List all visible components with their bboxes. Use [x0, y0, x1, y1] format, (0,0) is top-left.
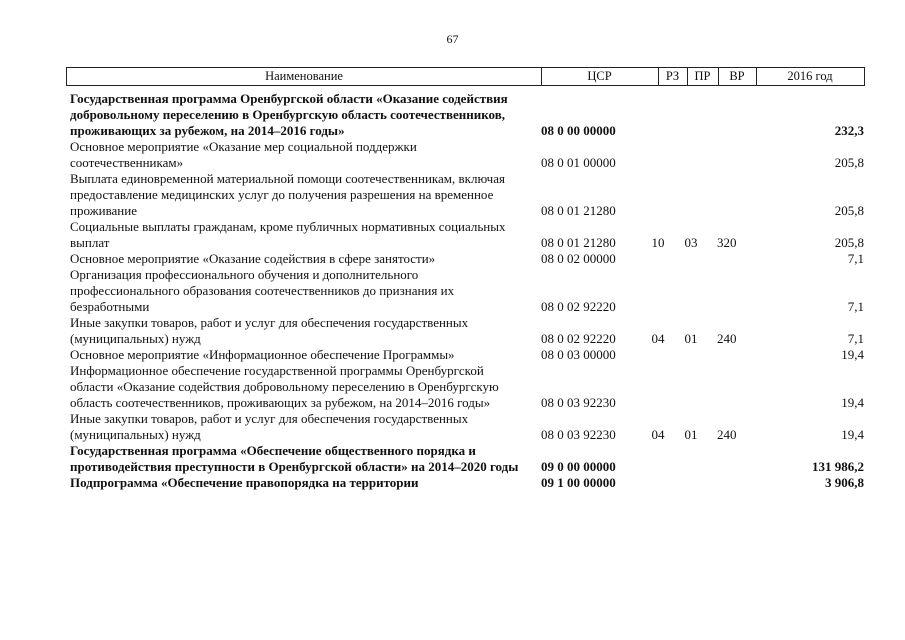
budget-table	[0, 91, 905, 491]
row-amount: 3 906,8	[825, 475, 864, 490]
row-pr: 03	[684, 235, 698, 250]
row-rz: 04	[651, 331, 665, 346]
row-code: 08 0 03 92230	[541, 427, 616, 442]
table-header	[66, 67, 865, 86]
table-row	[0, 171, 905, 219]
row-name: Подпрограмма «Обеспечение правопорядка на территории	[70, 475, 419, 490]
row-rz: 10	[651, 235, 665, 250]
page-number: 67	[446, 32, 459, 46]
row-amount: 7,1	[847, 331, 864, 346]
row-name: Информационное обеспечение государственной программы Оренбургской области «Оказание содействия добровольному переселению в Оренбургскую область соотечественников, проживающих за рубежом, на 2014–2016 годы»	[70, 363, 499, 410]
row-name: Социальные выплаты гражданам, кроме публичных нормативных социальных выплат	[70, 219, 506, 250]
row-code: 08 0 02 92220	[541, 331, 616, 346]
row-vr: 240	[717, 427, 737, 442]
row-name: Государственная программа Оренбургской области «Оказание содействия добровольному переселению в Оренбургскую область соотечественников, проживающих за рубежом, на 2014–2016 годы»	[70, 91, 508, 138]
row-amount: 205,8	[834, 235, 864, 250]
row-code: 09 1 00 00000	[541, 475, 616, 490]
row-amount: 205,8	[834, 203, 864, 218]
row-vr: 320	[717, 235, 737, 250]
table-row	[0, 251, 905, 267]
row-code: 08 0 03 00000	[541, 347, 616, 362]
row-name: Государственная программа «Обеспечение общественного порядка и противодействия преступности в Оренбургской области» на 2014–2020 годы	[70, 443, 519, 474]
header-vr: ВР	[729, 69, 745, 83]
row-code: 08 0 02 00000	[541, 251, 616, 266]
table-row	[0, 443, 905, 475]
header-name: Наименование	[265, 69, 343, 83]
row-amount: 19,4	[841, 347, 864, 362]
row-amount: 19,4	[841, 427, 864, 442]
table-row	[0, 363, 905, 411]
row-name: Организация профессионального обучения и дополнительного профессионального образования соотечественников до признания их безработными	[70, 267, 455, 314]
row-name: Иные закупки товаров, работ и услуг для обеспечения государственных (муниципальных) нужд	[70, 411, 469, 442]
row-pr: 01	[684, 331, 698, 346]
table-row	[0, 347, 905, 363]
row-code: 08 0 01 00000	[541, 155, 616, 170]
table-row	[0, 91, 905, 139]
row-amount: 7,1	[847, 251, 864, 266]
row-amount: 205,8	[834, 155, 864, 170]
row-amount: 131 986,2	[812, 459, 864, 474]
row-name: Выплата единовременной материальной помощи соотечественникам, включая предоставление медицинских услуг до получения разрешения на временное проживание	[70, 171, 505, 218]
row-code: 08 0 01 21280	[541, 203, 616, 218]
row-code: 08 0 01 21280	[541, 235, 616, 250]
row-name: Иные закупки товаров, работ и услуг для обеспечения государственных (муниципальных) нужд	[70, 315, 469, 346]
header-rz: РЗ	[665, 69, 680, 83]
table-row	[0, 267, 905, 315]
row-name: Основное мероприятие «Оказание содействия в сфере занятости»	[70, 251, 436, 266]
row-amount: 19,4	[841, 395, 864, 410]
row-code: 09 0 00 00000	[541, 459, 616, 474]
table-row	[0, 475, 905, 491]
table-row	[0, 219, 905, 251]
row-vr: 240	[717, 331, 737, 346]
row-code: 08 0 03 92230	[541, 395, 616, 410]
header-pr: ПР	[694, 69, 711, 83]
row-pr: 01	[684, 427, 698, 442]
table-row	[0, 315, 905, 347]
table-row	[0, 411, 905, 443]
table-row	[0, 139, 905, 171]
row-amount: 7,1	[847, 299, 864, 314]
row-code: 08 0 00 00000	[541, 123, 616, 138]
row-name: Основное мероприятие «Информационное обеспечение Программы»	[70, 347, 455, 362]
row-name: Основное мероприятие «Оказание мер социальной поддержки соотечественникам»	[70, 139, 417, 170]
row-rz: 04	[651, 427, 665, 442]
header-csr: ЦСР	[587, 69, 612, 83]
row-code: 08 0 02 92220	[541, 299, 616, 314]
header-year: 2016 год	[787, 69, 833, 83]
row-amount: 232,3	[834, 123, 864, 138]
